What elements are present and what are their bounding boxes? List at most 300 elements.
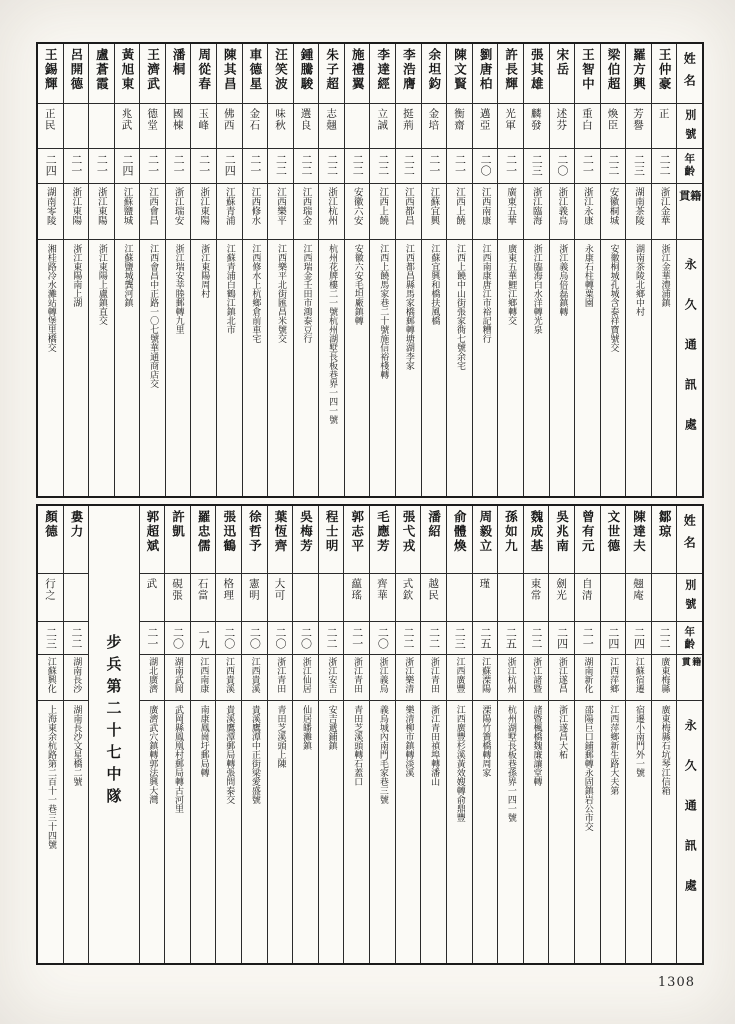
person-address: [601, 240, 626, 496]
person-origin-text: 浙江仙居: [300, 657, 311, 693]
person-age-text: 二一: [350, 627, 364, 649]
person-origin-text: 江西萍鄉: [608, 657, 619, 693]
row-header-name: [677, 44, 702, 104]
person-alias: [473, 104, 498, 149]
person-name-text: 徐哲予: [247, 510, 263, 554]
person-age: [421, 622, 446, 655]
person-name: [524, 44, 549, 104]
person-name-text: 王濟武: [145, 48, 161, 92]
row-header-name-text: 姓名: [682, 52, 697, 96]
person-name-text: 王錫輝: [43, 48, 59, 92]
person-address: [626, 240, 651, 496]
person-origin-text: 湖南零陵: [44, 187, 56, 225]
person-origin: [140, 184, 165, 240]
person-column: [292, 506, 318, 963]
person-address-text: 仙居皤灘鎮: [301, 705, 312, 750]
person-alias: [422, 104, 447, 149]
page-number: 1308: [657, 975, 695, 990]
person-column: [164, 506, 190, 963]
person-name-text: 汪笑波: [273, 48, 289, 92]
person-name: [626, 44, 651, 104]
person-alias-text: 兆武: [120, 108, 133, 131]
person-address-text: 青田芝溪頭轉石蓋口: [352, 705, 363, 786]
person-address-text: 永康石柱轉粟園: [582, 244, 593, 307]
person-age: [396, 622, 421, 655]
unit-divider-column: [88, 506, 138, 963]
person-name-text: 潘紹: [426, 510, 442, 539]
person-alias-text: 述芬: [555, 108, 568, 131]
person-address-text: 安徽桐城孔城含泰祥寶號交: [608, 244, 619, 352]
person-origin-text: 江西會昌: [147, 187, 159, 225]
person-age-text: 二〇: [222, 627, 236, 649]
person-origin: [549, 655, 574, 701]
person-age: [524, 149, 549, 184]
person-origin-text: 浙江東陽: [70, 187, 82, 225]
person-name: [447, 506, 472, 574]
person-address-text: 浙江臨海白水洋轉光泉: [531, 244, 542, 334]
person-address: [319, 240, 344, 496]
person-alias-text: 藴瑤: [350, 578, 363, 601]
person-column: [523, 44, 549, 496]
row-header-address-text: 永久通訊處: [683, 258, 698, 458]
person-age-text: 二一: [95, 154, 109, 176]
person-age-text: 二二: [427, 627, 441, 649]
person-column: [165, 44, 191, 496]
person-column: [600, 506, 626, 963]
person-column: [369, 44, 395, 496]
person-name-text: 文世德: [605, 510, 621, 554]
person-name-text: 陳其昌: [222, 48, 238, 92]
person-address-text: 杭州湖墅長板巷孫界一四一號: [505, 705, 516, 822]
person-alias-text: 芳譽: [632, 108, 645, 131]
person-address-text: 浙江青田禎埠轉潘山: [429, 705, 440, 786]
person-address: [344, 701, 369, 963]
person-origin-text: 江西南康: [198, 657, 209, 693]
person-name-text: 宋岳: [554, 48, 570, 77]
person-address: [575, 240, 600, 496]
person-age: [242, 622, 267, 655]
person-alias-text: 挺荊: [401, 108, 414, 131]
person-address: [89, 240, 114, 496]
person-alias-text: 瑾: [478, 578, 491, 590]
person-address: [64, 701, 89, 963]
person-age: [115, 149, 140, 184]
person-alias-text: 劍光: [555, 578, 568, 601]
person-address: [38, 240, 63, 496]
person-address: [242, 701, 267, 963]
person-alias: [319, 574, 344, 622]
person-address: [268, 240, 293, 496]
person-address: [473, 701, 498, 963]
person-alias-text: 邁亞: [478, 108, 491, 131]
person-alias: [652, 104, 677, 149]
person-origin: [396, 184, 421, 240]
person-name: [421, 506, 446, 574]
person-alias-text: 選良: [299, 108, 312, 131]
person-name-text: 張其雄: [529, 48, 545, 92]
row-header-address: [677, 701, 702, 963]
person-age-text: 二二: [401, 627, 415, 649]
row-header-origin-text: 籍貫: [677, 190, 702, 215]
person-name-text: 王仲豪: [657, 48, 673, 92]
row-header-alias: [677, 574, 702, 622]
person-column: [574, 44, 600, 496]
person-column: [267, 506, 293, 963]
person-column: [651, 44, 677, 496]
person-column: [318, 44, 344, 496]
person-name: [422, 44, 447, 104]
person-alias: [601, 574, 626, 622]
person-address: [524, 701, 549, 963]
person-age-text: 二三: [453, 627, 467, 649]
person-origin: [344, 655, 369, 701]
person-address: [140, 240, 165, 496]
person-address: [370, 701, 395, 963]
person-origin-text: 浙江義烏: [377, 657, 388, 693]
person-column: [114, 44, 140, 496]
person-name-text: 陳文賢: [452, 48, 468, 92]
roster-table-top: [36, 42, 704, 498]
person-column: [38, 506, 63, 963]
person-age: [550, 149, 575, 184]
person-name-text: 盧蒼霞: [94, 48, 110, 92]
person-address: [626, 701, 651, 963]
person-age-text: 二一: [197, 154, 211, 176]
person-alias-text: 立誠: [376, 108, 389, 131]
person-name-text: 黃旭東: [119, 48, 135, 92]
person-age-text: 二一: [504, 154, 518, 176]
person-origin-text: 江西廣豐: [454, 657, 465, 693]
person-alias: [242, 574, 267, 622]
person-age-text: 一九: [197, 627, 211, 649]
person-origin: [524, 655, 549, 701]
person-name: [242, 506, 267, 574]
person-alias: [64, 104, 89, 149]
person-origin: [652, 184, 677, 240]
person-alias: [447, 574, 472, 622]
person-alias-text: 齊華: [375, 578, 388, 601]
person-name: [38, 44, 63, 104]
person-origin-text: 浙江諸暨: [531, 657, 542, 693]
person-address: [243, 240, 268, 496]
person-age-text: 二一: [172, 154, 186, 176]
row-header-alias: [677, 104, 702, 149]
person-age: [396, 149, 421, 184]
unit-divider-label: 步兵第二十七中隊: [104, 634, 123, 810]
person-column: [472, 44, 498, 496]
person-origin: [319, 184, 344, 240]
person-age-text: 二二: [376, 154, 390, 176]
person-address: [191, 701, 216, 963]
person-name: [601, 506, 626, 574]
person-origin: [115, 184, 140, 240]
person-column: [216, 44, 242, 496]
row-header-address: [677, 240, 702, 496]
person-age: [652, 149, 677, 184]
person-address-text: 青田芝溪頭上陳: [275, 705, 286, 768]
person-origin-text: 浙江永康: [581, 187, 593, 225]
person-alias-text: 格理: [222, 578, 235, 601]
person-column: [190, 506, 216, 963]
person-alias-text: 石當: [196, 578, 209, 601]
person-address-text: 江西上饒中山街張家衖七號余宅: [455, 244, 465, 370]
person-name-text: 梁伯超: [605, 48, 621, 92]
person-name-text: 潘桐: [171, 48, 187, 77]
person-alias: [89, 104, 114, 149]
person-age-text: 二一: [581, 627, 595, 649]
person-name: [191, 506, 216, 574]
person-age-text: 二四: [120, 154, 134, 176]
person-alias: [396, 574, 421, 622]
person-age: [64, 622, 89, 655]
person-age: [498, 622, 523, 655]
person-alias: [140, 574, 165, 622]
person-column: [63, 506, 89, 963]
person-column: [38, 44, 63, 496]
person-address-text: 江西修水上杭鄉倉前車宅: [250, 244, 261, 343]
person-origin-text: 湖南長沙: [71, 657, 82, 693]
person-origin: [473, 184, 498, 240]
person-name: [575, 44, 600, 104]
person-name: [370, 44, 395, 104]
person-name: [89, 44, 114, 104]
person-age: [524, 622, 549, 655]
person-name: [268, 44, 293, 104]
person-origin-text: 廣東梅縣: [659, 657, 670, 693]
person-age: [140, 149, 165, 184]
person-address-text: 江蘇宜興和橋扶風橋: [429, 244, 440, 325]
person-address-text: 浙江東陽上盧鎮直交: [96, 244, 107, 325]
person-origin: [89, 184, 114, 240]
person-age-text: 二三: [44, 627, 58, 649]
person-address: [165, 701, 190, 963]
person-name-text: 曾有元: [580, 510, 596, 554]
person-age: [473, 149, 498, 184]
person-age: [370, 622, 395, 655]
person-origin: [268, 184, 293, 240]
person-name: [345, 44, 370, 104]
row-header-origin-text: 籍貫: [679, 657, 701, 680]
person-column: [369, 506, 395, 963]
person-alias: [447, 104, 472, 149]
person-age-text: 二〇: [171, 627, 185, 649]
person-alias-text: 重白: [580, 108, 593, 131]
person-origin: [498, 184, 523, 240]
person-name: [626, 506, 651, 574]
person-address-text: 浙江金華澧浦鎮: [659, 244, 670, 307]
person-name: [396, 506, 421, 574]
person-alias-text: 自清: [580, 578, 593, 601]
person-age-text: 二三: [632, 154, 646, 176]
person-name-text: 郭志平: [349, 510, 365, 554]
person-origin: [370, 184, 395, 240]
person-origin-text: 浙江瑞安: [172, 187, 184, 225]
person-column: [600, 44, 626, 496]
person-column: [343, 506, 369, 963]
person-address-text: 廣濟武穴鎮轉郭法興大灣: [147, 705, 158, 804]
person-age-text: 二〇: [273, 627, 287, 649]
person-name: [447, 44, 472, 104]
person-address: [319, 701, 344, 963]
person-alias-text: 大可: [273, 578, 286, 601]
person-age-text: 二二: [300, 154, 314, 176]
person-column: [523, 506, 549, 963]
person-alias-text: 德堂: [146, 108, 159, 131]
person-age-text: 二一: [145, 627, 159, 649]
person-age-text: 二一: [581, 154, 595, 176]
row-header-column: [676, 506, 702, 963]
person-address: [550, 240, 575, 496]
person-name-text: 李浩膺: [401, 48, 417, 92]
person-alias-text: 麟發: [529, 108, 542, 131]
person-name-text: 車德星: [247, 48, 263, 92]
person-column: [472, 506, 498, 963]
person-column: [242, 44, 268, 496]
person-name-text: 呂開德: [68, 48, 84, 92]
person-origin-text: 湖南武岡: [172, 657, 183, 693]
person-address-text: 邵陽巨口鋪郵轉永固鎮岩公市交: [582, 705, 593, 831]
person-address: [64, 240, 89, 496]
person-column: [395, 44, 421, 496]
person-origin-text: 浙江安吉: [326, 657, 337, 693]
person-age-text: 二二: [530, 627, 544, 649]
person-age: [89, 149, 114, 184]
person-age: [140, 622, 165, 655]
person-column: [651, 506, 677, 963]
person-alias: [626, 574, 651, 622]
person-name-text: 鍾騰駿: [299, 48, 315, 92]
person-origin: [421, 655, 446, 701]
person-origin: [38, 184, 63, 240]
person-origin-text: 江西都昌: [402, 187, 414, 225]
person-origin-text: 江西貴溪: [223, 657, 234, 693]
person-column: [267, 44, 293, 496]
person-origin-text: 江西貴溪: [249, 657, 260, 693]
person-origin: [601, 655, 626, 701]
person-column: [548, 506, 574, 963]
person-name: [38, 506, 63, 574]
person-age: [447, 149, 472, 184]
person-name: [498, 506, 523, 574]
person-age-text: 二四: [632, 627, 646, 649]
person-address-text: 樂清柳市鎮轉淡溪: [403, 705, 414, 777]
person-address-text: 上海東余杭路第二百十一巷三十四號: [45, 705, 56, 849]
person-alias: [165, 574, 190, 622]
person-age: [217, 149, 242, 184]
person-column: [88, 44, 114, 496]
person-address-text: 貴溪鷹潭郵局轉張問泰交: [224, 705, 235, 804]
person-alias-text: 翹庵: [631, 578, 644, 601]
person-origin-text: 江西上饒: [377, 187, 389, 225]
person-origin: [447, 184, 472, 240]
person-age: [652, 622, 677, 655]
person-address-text: 溧陽竹簀橋轉周家: [480, 705, 491, 777]
person-column: [625, 506, 651, 963]
person-name: [165, 506, 190, 574]
person-age: [422, 149, 447, 184]
person-name: [344, 506, 369, 574]
person-address-text: 浙江東陽周村: [199, 244, 210, 298]
person-alias: [601, 104, 626, 149]
person-age-text: 二二: [70, 627, 84, 649]
person-address-text: 江西南康唐江市裕記糟行: [480, 244, 491, 343]
person-origin: [243, 184, 268, 240]
person-alias: [498, 574, 523, 622]
person-origin-text: 浙江杭州: [326, 187, 338, 225]
person-address-text: 湖南茶陵北鄉中村: [634, 244, 645, 316]
row-header-address-text: 永久通訊處: [683, 719, 698, 919]
person-alias: [396, 104, 421, 149]
person-name: [140, 506, 165, 574]
person-alias: [268, 574, 293, 622]
person-alias: [319, 104, 344, 149]
person-name-text: 郭超斌: [144, 510, 160, 554]
person-origin-text: 江蘇宿遷: [633, 657, 644, 693]
person-alias: [344, 574, 369, 622]
person-age: [216, 622, 241, 655]
person-alias-text: 憲明: [247, 578, 260, 601]
person-address: [549, 701, 574, 963]
person-address-text: 浙江義烏倍磊鎮轉: [557, 244, 568, 316]
person-origin-text: 湖南新化: [582, 657, 593, 693]
person-name-text: 施禮翼: [350, 48, 366, 92]
person-name: [575, 506, 600, 574]
person-age-text: 二一: [146, 154, 160, 176]
person-age-text: 二一: [453, 154, 467, 176]
person-alias: [217, 104, 242, 149]
person-alias-text: 志翹: [325, 108, 338, 131]
person-address: [396, 701, 421, 963]
person-alias: [38, 104, 63, 149]
person-name-text: 劉唐柏: [478, 48, 494, 92]
person-age: [447, 622, 472, 655]
person-column: [344, 44, 370, 496]
person-alias: [473, 574, 498, 622]
person-origin: [294, 184, 319, 240]
person-age-text: 二一: [69, 154, 83, 176]
person-origin: [550, 184, 575, 240]
person-column: [139, 506, 165, 963]
person-alias: [550, 104, 575, 149]
person-origin: [345, 184, 370, 240]
person-name: [140, 44, 165, 104]
person-age: [498, 149, 523, 184]
person-column: [625, 44, 651, 496]
person-name-text: 張弋戎: [400, 510, 416, 554]
person-origin: [370, 655, 395, 701]
person-origin: [319, 655, 344, 701]
person-address: [396, 240, 421, 496]
person-alias: [38, 574, 63, 622]
person-alias: [575, 574, 600, 622]
person-name-text: 朱子超: [324, 48, 340, 92]
row-header-age-text: 年齡: [683, 153, 696, 178]
person-age: [38, 622, 63, 655]
person-name: [64, 44, 89, 104]
person-name-text: 余坦鈞: [426, 48, 442, 92]
person-address-text: 貴溪鷹潭中正街梁愛盛號: [249, 705, 260, 804]
person-age-text: 二二: [351, 154, 365, 176]
person-address-text: 廣東梅縣石坑琴江信箱: [659, 705, 670, 795]
person-name-text: 葉恆齊: [272, 510, 288, 554]
person-name-text: 魏成基: [529, 510, 545, 554]
person-origin-text: 浙江遂昌: [556, 657, 567, 693]
person-column: [215, 506, 241, 963]
person-address-text: 安徽六安毛坦廠鎮轉: [352, 244, 363, 325]
person-address: [421, 701, 446, 963]
row-header-origin: [677, 184, 702, 240]
person-origin: [575, 184, 600, 240]
